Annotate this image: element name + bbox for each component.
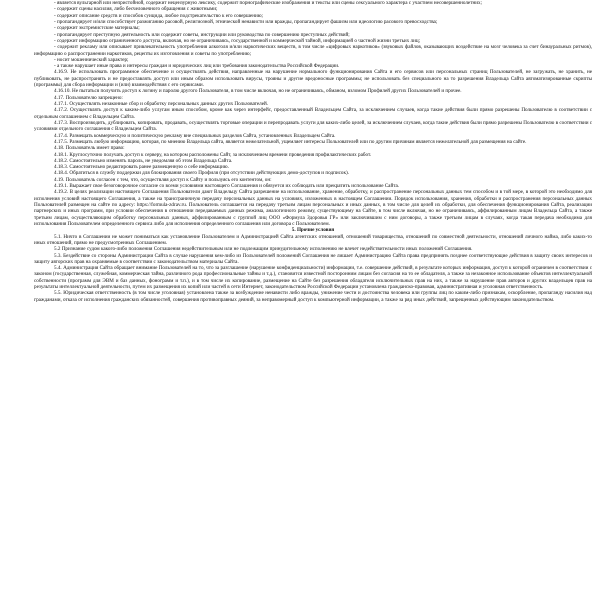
paragraph: - содержит описание средств и способов суицида, любое подстрекательство к его совершению; [54,12,263,19]
paragraph: 5.5. Юридическая ответственность (в том числе уголовная) установлена также за возбуждение ненависти либо вражды, унижение чести и достоинства человека или группы лиц по каким-либо признакам, оскорбление, пропаганду насилия над гражданами, отказа от исполнения гражданских обязанностей, совершения противоправных деяний, за неправомерный доступ к компьютерной информации, а также за ряд иных действий, запрещенных действующим законодательством. [34,290,592,303]
paragraph: 4.17.1. Осуществлять незаконные сбор и обработку персональных данных других Пользователей. [54,101,269,107]
paragraph: 4.16.10. Не пытаться получить доступ к логину и паролю другого Пользователя, в том числе включая, но не ограничиваясь, обманом, взломом Профилей других Пользователей и прочее. [54,88,462,95]
paragraph: 4.17.4. Размещать коммерческую и политическую рекламу вне специальных разделов Сайта, установленных Владельцем Сайта. [54,132,336,139]
paragraph: 4.19. Пользователь согласен с тем, что, осуществляя доступ к Сайту и пользуясь его контентом, он: [54,176,272,183]
paragraph: 4.18. Пользователь имеет право: [54,145,125,152]
paragraph: - является вульгарной или непристойной, содержит нецензурную лексику, содержит порнографические изображения и тексты или сцены сексуального характера с участием несовершеннолетних; [54,0,482,6]
paragraph: 4.17. Пользователю запрещено: [54,94,123,101]
paragraph: 4.19.2. В целях реализации настоящего Соглашения Пользователи дают Владельцу Сайта разрешение на использование, хранение, обработку, и распространение персональных данных тем способом и в той мере, в которой это необходимо для исполнения условий настоящего Соглашения, а также на трансграничную передачу персональных данных на условиях, изложенных в настоящем Соглашении. Порядок использования, хранения, обработки и распространения персональных данных Пользователей размещен на сайте по адресу: https://formula-zdrav.ru. Пользователь соглашается на передачу третьим лицам персональных и иных данных, в том числе для целей их обработки, для обеспечения функционирования Сайта, реализации партнерских и иных программ, при условии обеспечения в отношении передаваемых данных режима, аналогичного режиму, существующему на Сайте, в том числе включая, но не ограничиваясь, аффилированным лицам Владельца Сайта, а также третьим лицам, осуществляющим обработку персональных данных, аффилированным с группой лиц ООО «Формула Здоровья ГР» или заключившим с ним договоры, а также третьим лицам в случаях, когда такая передача необходима для использования Пользователем определенного сервиса либо для исполнения определенного соглашения или договора с Пользователем. [34,189,592,227]
paragraph: - носит мошеннический характер; [54,56,129,63]
paragraph: 4.17.5. Размещать любую информацию, которая, по мнению Владельца сайта, является нежелательной, ущемляет интересы Пользователей или по другим причинам является нежелательной для размещения на сайте. [54,138,527,145]
paragraph: - а также нарушает иные права и интересы граждан и юридических лиц или требования законодательства Российской Федерации. [54,63,340,70]
paragraph: 4.18.4. Обратиться в службу поддержки для блокирования своего Профиля (при отсутствии действующих демо-доступов и подписок). [54,170,349,177]
section-heading: 5. Прочие условия [291,227,335,234]
paragraph: 5.1. Ничто в Соглашении не может пониматься как установление Пользователем и Администрацией Сайта агентских отношений, отношений товарищества, отношений по совместной деятельности, отношений личного найма, либо каких-то иных отношений, прямо не предусмотренных Соглашением. [34,233,592,246]
paragraph: - содержит рекламу или описывает привлекательность употребления алкоголя и/или наркотических веществ, в том числе «цифровых наркотиков» (звуковых файлов, оказывающих воздействие на мозг человека за счет бинауральных ритмов), информацию о распространении наркотиков, рецепты их изготовления и советы по употреблению; [34,44,592,57]
paragraph: 4.17.3. Воспроизводить, дублировать, копировать, продавать, осуществлять торговые операции и перепродавать услуги для каких-либо целей, за исключением случаев, когда такие действия были прямо разрешены Пользователю в соответствии с условиями отдельного соглашения с Владельцем Сайта. [34,119,593,133]
paragraph: - пропагандирует преступную деятельность или содержит советы, инструкции или руководства по совершению преступных действий; [54,31,350,38]
paragraph: 4.18.2. Самостоятельно изменять пароль, не уведомляя об этом Владельца Сайта. [54,157,233,164]
paragraph: 4.17.2. Осуществлять доступ к каким-либо услугам иным способом, кроме как через интерфейс, предоставленный Владельцем Сайта, за исключением случаев, когда такие действия были прямо разрешены Пользователю в соответствии с отдельным соглашением с Владельцем Сайта. [34,107,592,120]
paragraph: 5.4. Администрация Сайта обращает внимание Пользователей на то, что за разглашение (нарушение конфиденциальности) информации, т.е. совершение действий, в результате которых информация, доступ к которой ограничен в соответствии с законом (государственная, служебная, коммерческая тайна, различного рода профессиональные тайны и т.д.), становится известной посторонним лицам без согласия на то ее обладателя, а также за незаконное использование объектов интеллектуальной собственности (программ для ЭВМ и баз данных, фонограмм и т.п.), и в том числе их копирование, размещение на Сайте без разрешения обладателя исключительных прав на них, а также за нарушение прав авторов и других владельцев прав на результаты интеллектуальной деятельности, путем их размещения их копий или частей в сети Интернет, законодательством Российской Федерации установлена гражданско-правовая, административная и уголовная ответственность. [34,265,592,291]
paragraph: 5.3. Бездействие со стороны Администрации Сайта в случае нарушения кем-либо из Пользователей положений Соглашения не лишает Администрацию Сайта права предпринять позднее соответствующие действия в защиту своих интересов и защиту авторских прав на охраняемые в соответствии с законодательством материалы Сайта. [34,252,592,265]
paragraph: 4.18.1. Круглосуточно получать доступ к серверу, на котором расположены Сайт, за исключением времени проведения профилактических работ. [54,151,372,158]
paragraph: 4.19.1. Выражает свое безоговорочное согласие со всеми условиями настоящего Соглашения и обязуется их соблюдать или прекратить использование Сайта. [54,183,400,190]
paragraph: 5.2 Признание судом какого-либо положения Соглашения недействительным или не подлежащим принудительному исполнению не влечет недействительности иных положений Соглашения. [54,246,473,253]
paragraph: - содержит информацию ограниченного доступа, включая, но не ограничиваясь, государственной и коммерческой тайной, информацией о частной жизни третьих лиц; [54,37,421,44]
paragraph: - содержит сцены насилия, либо бесчеловечного обращения с животными; [54,6,218,13]
paragraph: 4.18.3. Самостоятельно редактировать ранее размещенную о себе информацию. [54,164,229,171]
paragraph: - пропагандирует и/или способствует разжиганию расовой, религиозной, этнической ненависти или вражды, пропагандирует фашизм или идеологию расового превосходства; [54,18,438,25]
paragraph: 4.16.9. Не использовать программное обеспечение и осуществлять действия, направленные на нарушение нормального функционирования Сайта и его сервисов или персональных страниц Пользователей, не загружать, не хранить, не публиковать, не распространять и не предоставлять доступ или иным образом использовать вирусы, трояны и другие вредоносные программы; не использовать без специального на то разрешения Владельца Сайта автоматизированные скрипты (программы) для сбора информации и (или) взаимодействия с его сервисами. [34,69,592,89]
paragraph: - содержит экстремистские материалы; [54,25,140,32]
